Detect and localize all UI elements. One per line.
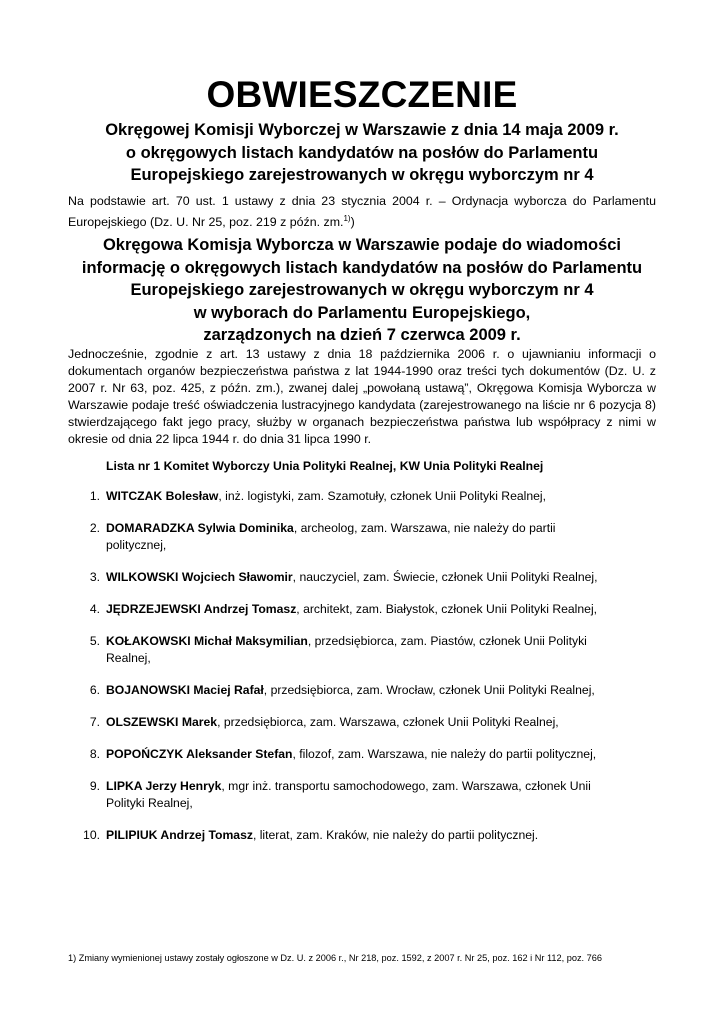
candidate-details: , mgr inż. transportu samochodowego, zam. Warszawa, członek Unii Polityki Realnej, [106, 779, 591, 810]
candidate-name: PILIPIUK Andrzej Tomasz [106, 828, 253, 842]
legal-basis-paragraph [68, 193, 656, 231]
list-item-number: 8. [89, 747, 100, 761]
announcement-heading [40, 234, 684, 347]
candidate-details: , archeolog, zam. Warszawa, nie należy do partii politycznej, [106, 521, 556, 552]
list-item-number: 5. [89, 634, 100, 648]
list-item [78, 633, 608, 667]
candidate-details: , nauczyciel, zam. Świecie, członek Unii Polityki Realnej, [292, 570, 598, 584]
announcement-line: Okręgowa Komisja Wyborcza w Warszawie podaje do wiadomości [102, 236, 622, 254]
list-item-number: 7. [89, 715, 100, 729]
announcement-line: w wyborach do Parlamentu Europejskiego, [193, 303, 531, 322]
announcement-line: informację o okręgowych listach kandydatów na posłów do Parlamentu [81, 258, 643, 277]
candidate-name: DOMARADZKA Sylwia Dominika [106, 521, 294, 535]
candidate-name: LIPKA Jerzy Henryk [106, 779, 222, 793]
subtitle-line: Europejskiego zarejestrowanych w okręgu wyborczym nr 4 [130, 166, 594, 184]
candidate-details: , inż. logistyki, zam. Szamotuły, członek Unii Polityki Realnej, [218, 489, 547, 503]
candidate-details: , przedsiębiorca, zam. Wrocław, członek Unii Polityki Realnej, [263, 683, 595, 697]
list-item-number: 2. [89, 521, 100, 535]
legal-basis-text: Na podstawie art. 70 ust. 1 ustawy z dnia 23 stycznia 2004 r. – Ordynacja wyborcza do Parlamentu Europejskiego (Dz. U. Nr 25, poz. 219 z późn. zm. [68, 194, 656, 230]
candidate-name: POPOŃCZYK Aleksander Stefan [106, 747, 293, 761]
list-item [78, 682, 608, 699]
candidate-details: , filozof, zam. Warszawa, nie należy do partii politycznej, [292, 747, 597, 761]
announcement-line: Europejskiego zarejestrowanych w okręgu wyborczym nr 4 [130, 281, 594, 299]
list-item [78, 488, 608, 505]
candidate-details: , przedsiębiorca, zam. Warszawa, członek Unii Polityki Realnej, [217, 715, 559, 729]
list-item [78, 746, 608, 763]
candidate-details: , przedsiębiorca, zam. Piastów, członek Unii Polityki Realnej, [106, 634, 587, 665]
candidate-name: WITCZAK Bolesław [106, 489, 219, 503]
list-item-number: 6. [89, 683, 100, 697]
candidate-name: BOJANOWSKI Maciej Rafał [106, 683, 264, 697]
list-item [78, 601, 608, 618]
candidate-name: OLSZEWSKI Marek [106, 715, 218, 729]
footnote: 1) Zmiany wymienionej ustawy zostały ogłoszone w Dz. U. z 2006 r., Nr 218, poz. 1592, z 2007 r. Nr 25, poz. 162 i Nr 112, poz. 766 [68, 953, 602, 963]
candidate-list-heading: Lista nr 1 Komitet Wyborczy Unia Polityki Realnej, KW Unia Polityki Realnej [106, 459, 544, 473]
footnote-reference: 1) [343, 214, 351, 223]
subtitle-line: Okręgowej Komisji Wyborczej w Warszawie z dnia 14 maja 2009 r. [105, 121, 619, 139]
list-item-number: 10. [83, 828, 100, 842]
subtitle-line: o okręgowych listach kandydatów na posłów do Parlamentu [125, 143, 599, 162]
list-item [78, 778, 608, 812]
candidate-name: KOŁAKOWSKI Michał Maksymilian [106, 634, 308, 648]
list-item [78, 714, 608, 731]
legal-basis-closing: ) [350, 215, 355, 230]
document-title: OBWIESZCZENIE [206, 74, 518, 115]
list-item-number: 1. [89, 489, 100, 503]
list-item-number: 3. [89, 570, 100, 584]
candidate-name: WILKOWSKI Wojciech Sławomir [106, 570, 293, 584]
list-item [78, 827, 608, 844]
document-subtitle [40, 119, 684, 187]
candidate-name: JĘDRZEJEWSKI Andrzej Tomasz [106, 602, 297, 616]
list-item-number: 9. [89, 779, 100, 793]
announcement-line: zarządzonych na dzień 7 czerwca 2009 r. [203, 326, 521, 344]
list-item [78, 520, 608, 554]
list-item [78, 569, 608, 586]
candidate-details: , architekt, zam. Białystok, członek Unii Polityki Realnej, [296, 602, 598, 616]
candidate-details: , literat, zam. Kraków, nie należy do partii politycznej. [252, 828, 539, 842]
list-item-number: 4. [89, 602, 100, 616]
lustration-paragraph: Jednocześnie, zgodnie z art. 13 ustawy z dnia 18 października 2006 r. o ujawnianiu informacji o dokumentach organów bezpieczeństwa państwa z lat 1944-1990 oraz treści tych dokumentów (Dz. U. z 2007 r. Nr 63, poz. 425, z późn. zm.), zwanej dalej „powołaną ustawą”, Okręgowa Komisja Wyborcza w Warszawie podaje treść oświadczenia lustracyjnego kandydata (zarejestrowanego na liście nr 6 pozycja 8) stwierdzającego fakt jego pracy, służby w organach bezpieczeństwa państwa lub współpracy z nimi w okresie od dnia 22 lipca 1944 r. do dnia 31 lipca 1990 r. [68, 347, 656, 446]
